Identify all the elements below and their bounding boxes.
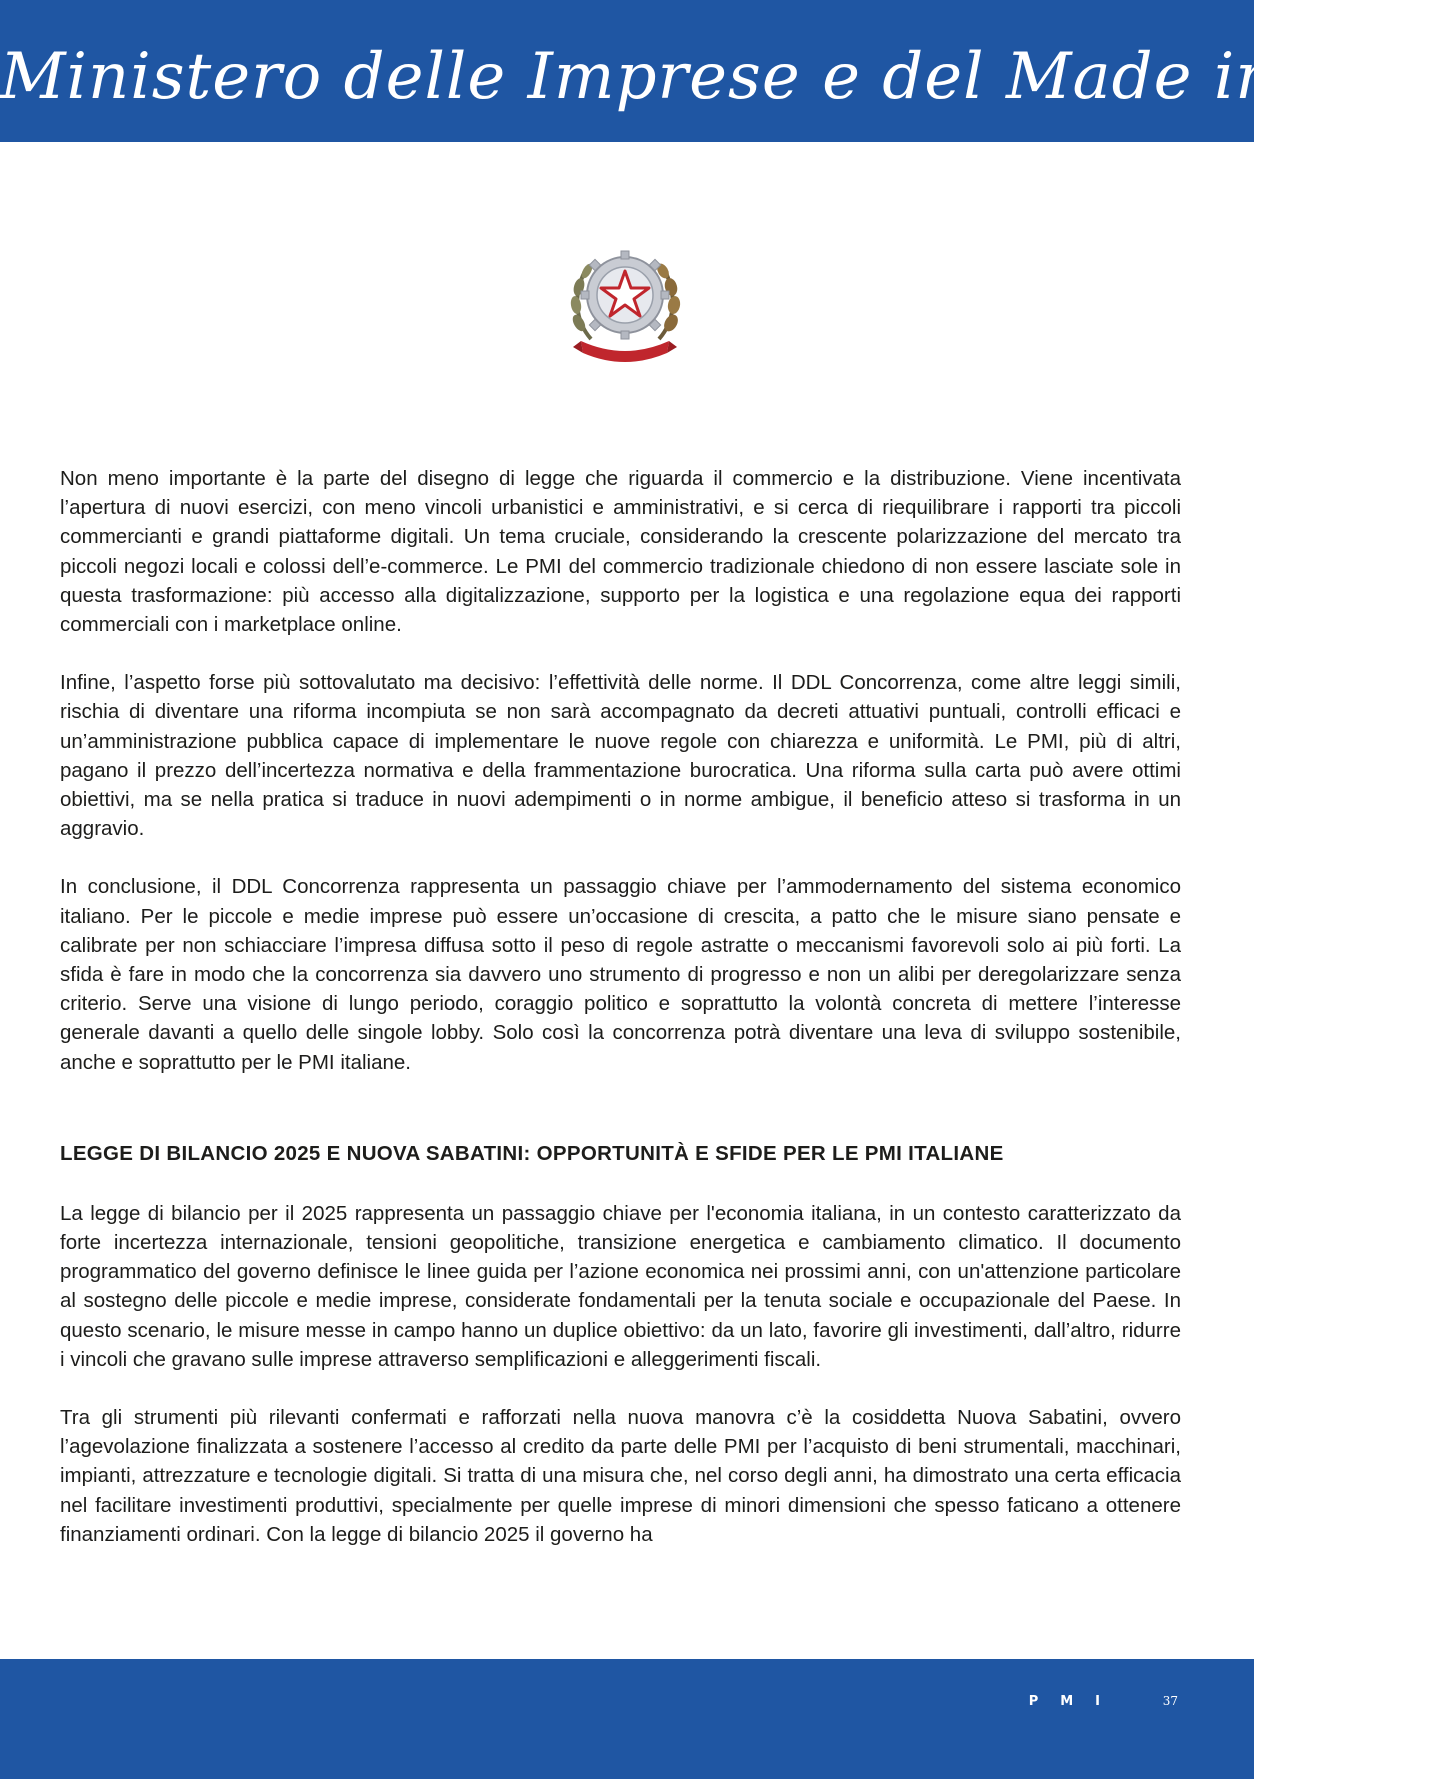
paragraph-effettivita: Infine, l’aspetto forse più sottovalutato ma decisivo: l’effettività delle norme. Il DDL Concorrenza, come altre leggi simili, rischia di diventare una riforma incompiuta se non sarà accompagnato da decreti attuativi puntuali, controlli efficaci e un’amministrazione pubblica capace di implementare le nuove regole con chiarezza e uniformità. Le PMI, più di altri, pagano il prezzo dell’incertezza normativa e della frammentazione burocratica. Una riforma sulla carta può avere ottimi obiettivi, ma se nella pratica si traduce in nuovi adempimenti o in norme ambigue, il beneficio atteso si trasforma in un aggravio. (60, 671, 1181, 841)
paragraph-conclusione: In conclusione, il DDL Concorrenza rappresenta un passaggio chiave per l’ammodernamento del sistema economico italiano. Per le piccole e medie imprese può essere un’occasione di crescita, a patto che le misure siano pensate e calibrate per non schiacciare l’impresa diffusa sotto il peso di regole astratte o meccanismi favorevoli solo ai più forti. La sfida è fare in modo che la concorrenza sia davvero uno strumento di progresso e non un alibi per deregolarizzare senza criterio. Serve una visione di lungo periodo, coraggio politico e soprattutto la volontà concreta di mettere l’interesse generale davanti a quello delle singole lobby. Solo così la concorrenza potrà diventare una leva di sviluppo sostenibile, anche e soprattutto per le PMI italiane. (60, 875, 1181, 1074)
section-heading: LEGGE DI BILANCIO 2025 E NUOVA SABATINI: OPPORTUNITÀ E SFIDE PER LE PMI ITALIANE (60, 1141, 1004, 1165)
italian-republic-emblem-icon (571, 243, 679, 363)
ministry-title: Ministero delle Imprese e del Made in Italy (0, 40, 1450, 114)
page-number: 37 (1162, 1694, 1178, 1708)
paragraph-commercio: Non meno importante è la parte del disegno di legge che riguarda il commercio e la distribuzione. Viene incentivata l’apertura di nuovi esercizi, con meno vincoli urbanistici e amministrativi, e si cerca di riequilibrare i rapporti tra piccoli commercianti e grandi piattaforme digitali. Un tema cruciale, considerando la crescente polarizzazione del mercato tra piccoli negozi locali e colossi dell’e-commerce. Le PMI del commercio tradizionale chiedono di non essere lasciate sole in questa trasformazione: più accesso alla digitalizzazione, supporto per la logistica e una regolazione equa dei rapporti commerciali con i marketplace online. (60, 467, 1181, 637)
paragraph-legge-bilancio: La legge di bilancio per il 2025 rappresenta un passaggio chiave per l'economia italiana, in un contesto caratterizzato da forte incertezza internazionale, tensioni geopolitiche, transizione energetica e cambiamento climatico. Il documento programmatico del governo definisce le linee guida per l’azione economica nei prossimi anni, con un'attenzione particolare al sostegno delle piccole e medie imprese, considerate fondamentali per la tenuta sociale e occupazionale del Paese. In questo scenario, le misure messe in campo hanno un duplice obiettivo: da un lato, favorire gli investimenti, dall’altro, ridurre i vincoli che gravano sulle imprese attraverso semplificazioni e alleggerimenti fiscali. (60, 1201, 1181, 1371)
article-body (60, 464, 1181, 1578)
paragraph-nuova-sabatini: Tra gli strumenti più rilevanti confermati e rafforzati nella nuova manovra c’è la cosiddetta Nuova Sabatini, ovvero l’agevolazione finalizzata a sostenere l’accesso al credito da parte delle PMI per l’acquisto di beni strumentali, macchinari, impianti, attrezzature e tecnologie digitali. Si tratta di una misura che, nel corso degli anni, ha dimostrato una certa efficacia nel facilitare investimenti produttivi, specialmente per quelle imprese di minori dimensioni che spesso faticano a ottenere finanziamenti ordinari. Con la legge di bilancio 2025 il governo ha (60, 1406, 1181, 1546)
footer-brand: PMI (1028, 1694, 1122, 1709)
footer-band (0, 1659, 1254, 1779)
